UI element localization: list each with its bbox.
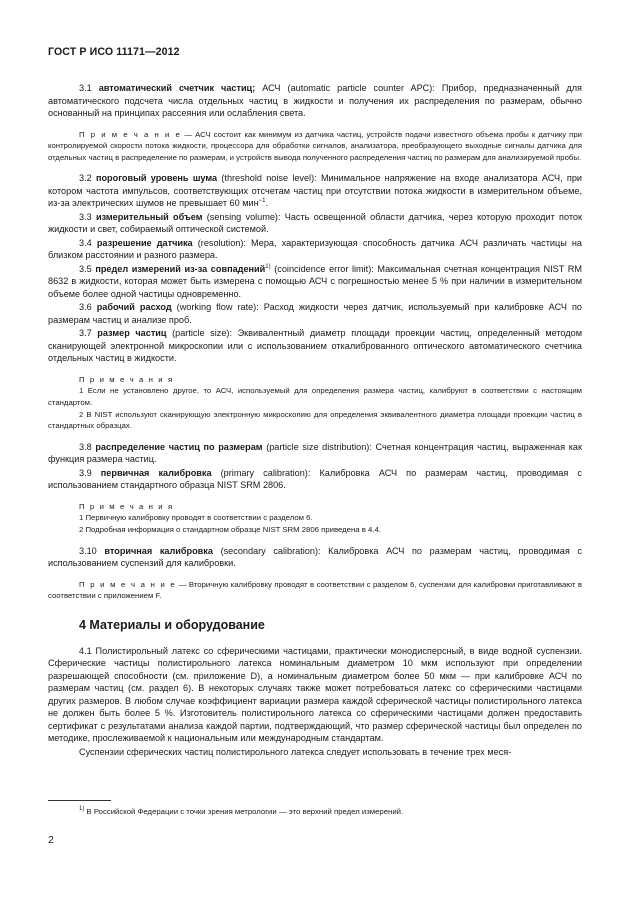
term: пороговый уровень шума (95, 173, 218, 184)
definition-3-3: 3.3 измерительный объем (sensing volume): Часть освещенной области датчика, через которую проходит поток жидкости и свет, собираемый оптической системой. (48, 211, 582, 235)
term: автоматический счетчик частиц; (98, 83, 256, 93)
note-label: П р и м е ч а н и е (79, 579, 177, 589)
page-number: 2 (48, 834, 54, 846)
paragraph-4-1: 4.1 Полистирольный латекс со сферическими частицами, практически монодисперсный, в виде водной суспензии. Сферические частицы полистирольного латекса номинальным диаметром 10 мкм используют при определении разрешающей способности (см. приложение D), а номинальным диаметром более 50 мкм — при калибровке АСЧ по размерам частиц (см. раздел 6). В некоторых случаях также может потребоваться латекс со сферическими частицами других размеров. В любом случае коэффициент вариации размера каждой сферической частицы полистирольного латекса не должен быть более 5 %. Изготовитель полистирольного латекса со сферическими частицами должен предоставить сертификат с результатами анализа каждой партии, подтверждающий, что размер сферической частицы был определен по методике, прослеживаемой к национальным или международным стандартам. (48, 645, 582, 744)
term: предел измерений из-за совпадений (95, 263, 266, 274)
note-item: 2 В NIST используют сканирующую электронную микроскопию для определения эквивалентного диаметра площади проекции частиц в стандартных образцах. (48, 409, 582, 431)
term: разрешение датчика (96, 237, 193, 248)
definition-3-9: 3.9 первичная калибровка (primary calibration): Калибровка АСЧ по размерам частиц, проводимая с использованием стандартного образца NIST SRM 2806. (48, 467, 582, 491)
definition-3-1: 3.1 автоматический счетчик частиц; АСЧ (automatic particle counter APC): Прибор, предназначенный для автоматического подсчета числа отдельных частиц в жидкости и получения их распределения по размерам, обычно основанный на принципах рассеяния или ослабления света. (48, 83, 582, 118)
notes-label: П р и м е ч а н и я (79, 501, 174, 511)
notes-label: П р и м е ч а н и я (79, 374, 174, 384)
paragraph-4-1-continued: Суспензии сферических частиц полистирольного латекса следует использовать в течение трех меся- (79, 746, 512, 757)
footnote: $^{1)}$ В Российской Федерации с точки зрения метрологии — это верхний предел измерений. (79, 806, 404, 816)
note-item: 1 Если не установлено другое, то АСЧ, используемый для определения размера частиц, калибруют в соответствии с настоящим стандартом. (48, 386, 582, 407)
definition-3-4: 3.4 разрешение датчика (resolution): Мера, характеризующая способность датчика АСЧ различать частицы на близком расстоянии и разного размера. (48, 237, 582, 261)
note-3-1: П р и м е ч а н и е — АСЧ состоит как минимум из датчика частиц, устройств подачи известного объема пробы к датчику при контролируемой скорости потока жидкости, процессора для обработки сигналов, анализатора, преобразующего выходные сигналы датчика для отдельных частиц в распределение по размерам, и устройств вывода полученного распределения частиц по размерам для анализируемой пробы. (48, 129, 582, 162)
definition-3-5: 3.5 предел измерений из-за совпадений$^{1)}$ (coincidence error limit): Максимальная счетная концентрация NIST RM 8632 в жидкости, которая может быть измерена с помощью АСЧ с погрешностью менее 5 % при наличии в измерительном объеме более одной частицы одновременно. (48, 263, 582, 299)
note-item: 2 Подробная информация о стандартном образце NIST SRM 2806 приведена в 4.4. (79, 524, 381, 534)
footnote-divider (48, 800, 111, 801)
definition-3-6: 3.6 рабочий расход (working flow rate): Расход жидкости через датчик, используемый при калибровке АСЧ по размерам частиц и анализе проб. (48, 302, 582, 325)
term: первичная калибровка (100, 467, 212, 478)
document-body (48, 74, 582, 758)
note-3-10: П р и м е ч а н и е — Вторичную калибровку проводят в соответствии с разделом 6, суспензии для калибровки приготавливают в соответствии с приложением F. (48, 579, 582, 601)
term: распределение частиц по размерам (95, 441, 263, 452)
note-label: П р и м е ч а н и е (79, 129, 182, 139)
document-header: ГОСТ Р ИСО 11171—2012 (48, 46, 180, 58)
term: рабочий расход (96, 302, 172, 313)
term: размер частиц (97, 328, 167, 339)
definition-3-2: 3.2 пороговый уровень шума (threshold noise level): Минимальное напряжение на входе анализатора АСЧ, при котором частота импульсов, соответствующих отсчетам частиц при отсутствии потока жидкости в измерительном объеме, из-за электрических шумов не превышает 60 мин$^{-1}$. (48, 173, 582, 209)
note-item: 1 Первичную калибровку проводят в соответствии с разделом 6. (79, 513, 313, 523)
footnote-ref: 1) (265, 263, 271, 270)
term: измерительный объем (95, 211, 203, 222)
definition-3-10: 3.10 вторичная калибровка (secondary calibration): Калибровка АСЧ по размерам частиц, проводимая с использованием суспензий для калибровки. (48, 545, 582, 569)
definition-3-8: 3.8 распределение частиц по размерам (particle size distribution): Счетная концентрация частиц, выраженная как функция размера частиц. (48, 441, 582, 465)
definition-3-7: 3.7 размер частиц (particle size): Эквивалентный диаметр площади проекции частиц, определенный методом сканирующей электронной микроскопии или с использованием откалиброванного оптического автоматического счетчика отдельных частиц в жидкости. (48, 328, 582, 364)
section-heading: 4 Материалы и оборудование (79, 617, 265, 632)
footnote-marker: 1) (79, 806, 85, 812)
term: вторичная калибровка (104, 545, 213, 556)
